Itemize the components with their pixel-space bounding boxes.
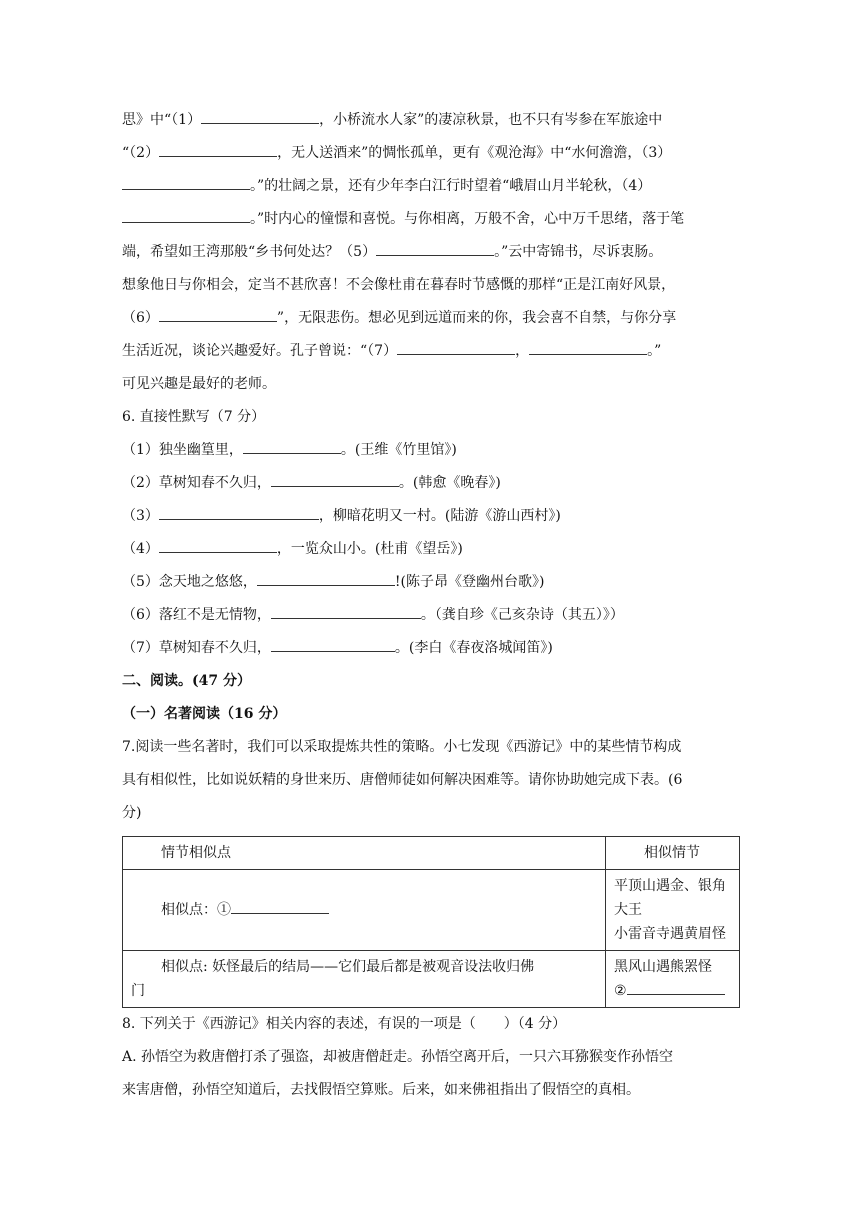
answer-blank-table-1[interactable]: [231, 899, 329, 914]
text: ，小桥流水人家”的凄凉秋景，也不只有岑参在军旅途中: [319, 112, 663, 128]
text: 。”云中寄锦书，尽诉衷肠。: [494, 244, 663, 260]
text: 思》中“（1）: [122, 112, 202, 128]
text: ，无人送酒来”的惆怅孤单，更有《观沧海》中“水何澹澹，（3）: [277, 145, 672, 161]
exam-page: [122, 104, 742, 1107]
q6-item-6: [122, 599, 742, 632]
text: （3）: [122, 508, 159, 524]
answer-blank-7a[interactable]: [397, 340, 515, 355]
text: ②: [614, 983, 627, 999]
passage-line: [122, 203, 742, 236]
text: 平顶山遇金、银角大王: [614, 878, 726, 918]
question-6-items: [122, 434, 742, 665]
text: “（2）: [122, 145, 160, 161]
passage-line: [122, 236, 742, 269]
q8-option-a: 来害唐僧，孙悟空知道后，去找假悟空算账。后来，如来佛祖指出了假悟空的真相。: [122, 1082, 640, 1098]
question-7: [122, 731, 742, 830]
table-cell: [123, 870, 606, 951]
answer-blank-7b[interactable]: [529, 340, 647, 355]
text: 小雷音寺遇黄眉怪: [614, 926, 726, 942]
text: 相似点：①: [161, 902, 231, 918]
passage-line: [122, 302, 742, 335]
table-header-cell: 相似情节: [606, 837, 740, 870]
answer-blank-table-2[interactable]: [627, 980, 725, 995]
answer-blank[interactable]: [271, 604, 421, 619]
table-header-cell: 情节相似点: [123, 837, 606, 870]
table-cell: [606, 951, 740, 1008]
text: 。”: [647, 343, 662, 359]
text: 。（龚自珍《己亥杂诗（其五）》）: [420, 607, 624, 623]
text: （6）落红不是无情物，: [122, 607, 271, 623]
text: 门: [131, 983, 145, 999]
passage-line: [122, 104, 742, 137]
q8-title: 8. 下列关于《西游记》相关内容的表述，有误的一项是（ ）（4 分）: [122, 1016, 567, 1032]
q6-item-7: [122, 632, 742, 665]
passage-line: [122, 170, 742, 203]
section-2-title: 二、阅读。(47 分）: [122, 673, 251, 689]
text: ，一览众山小。(杜甫《望岳》): [276, 541, 463, 557]
q7-text: 7.阅读一些名著时，我们可以采取提炼共性的策略。小七发现《西游记》中的某些情节构成: [122, 739, 682, 755]
answer-blank-5[interactable]: [376, 241, 494, 256]
answer-blank-6[interactable]: [159, 307, 277, 322]
answer-blank-4[interactable]: [122, 208, 250, 223]
answer-blank[interactable]: [159, 538, 277, 553]
text: 端，希望如王湾那般“乡书何处达？（5）: [122, 244, 377, 260]
q8-option-a: A. 孙悟空为救唐僧打杀了强盗，却被唐僧赶走。孙悟空离开后，一只六耳猕猴变作孙悟空: [122, 1049, 674, 1065]
text: ”，无限悲伤。想必见到远道而来的你，我会喜不自禁，与你分享: [276, 310, 677, 326]
text: 生活近况，谈论兴趣爱好。孔子曾说：“（7）: [122, 343, 398, 359]
answer-blank-2[interactable]: [159, 142, 277, 157]
text: 。”时内心的憧憬和喜悦。与你相离，万般不舍，心中万千思绪，落于笔: [250, 211, 685, 227]
table-row: [123, 951, 740, 1008]
text: （4）: [122, 541, 159, 557]
table-cell: [123, 951, 606, 1008]
text: （2）草树知春不久归，: [122, 475, 271, 491]
passage-line: [122, 335, 742, 368]
question-8: [122, 1008, 742, 1107]
answer-blank[interactable]: [271, 637, 395, 652]
section-2-subtitle: （一）名著阅读（16 分）: [122, 706, 287, 722]
text: 黑风山遇熊罴怪: [614, 959, 712, 975]
q6-item-3: [122, 500, 742, 533]
table-cell: [606, 870, 740, 951]
passage-line: 想象他日与你相会，定当不甚欣喜！不会像杜甫在暮春时节感慨的那样“正是江南好风景，: [122, 277, 676, 293]
answer-blank[interactable]: [271, 472, 399, 487]
q6-item-4: [122, 533, 742, 566]
text: 。(韩愈《晚春》): [398, 475, 501, 491]
text: （1）独坐幽篁里，: [122, 442, 243, 458]
text: 。”的壮阔之景，还有少年李白江行时望着“峨眉山月半轮秋，（4）: [250, 178, 652, 194]
q7-text: 具有相似性，比如说妖精的身世来历、唐僧师徒如何解决困难等。请你协助她完成下表。(6: [122, 772, 683, 788]
question-6-title: 6. 直接性默写（7 分）: [122, 409, 266, 425]
q6-item-5: [122, 566, 742, 599]
text: 。(王维《竹里馆》): [340, 442, 457, 458]
text: ，: [515, 343, 530, 359]
text: （6）: [122, 310, 159, 326]
answer-blank[interactable]: [159, 505, 319, 520]
answer-blank-1[interactable]: [201, 109, 319, 124]
similarity-table: [122, 836, 740, 1008]
text: 。(李白《春夜洛城闻笛》): [394, 640, 553, 656]
text: !(陈子昂《登幽州台歌》): [394, 574, 545, 590]
text: （5）念天地之悠悠，: [122, 574, 257, 590]
passage-line: 可见兴趣是最好的老师。: [122, 376, 276, 392]
table-header-row: [123, 837, 740, 870]
poetry-passage: [122, 104, 742, 401]
text: （7）草树知春不久归，: [122, 640, 271, 656]
text: ，柳暗花明又一村。(陆游《游山西村》): [318, 508, 561, 524]
q6-item-1: [122, 434, 742, 467]
passage-line: [122, 137, 742, 170]
answer-blank[interactable]: [257, 571, 395, 586]
q7-text: 分): [122, 805, 142, 821]
table-row: [123, 870, 740, 951]
answer-blank[interactable]: [243, 439, 341, 454]
text: 相似点: 妖怪最后的结局——它们最后都是被观音设法收归佛: [161, 959, 535, 975]
answer-blank-3[interactable]: [122, 175, 250, 190]
q6-item-2: [122, 467, 742, 500]
